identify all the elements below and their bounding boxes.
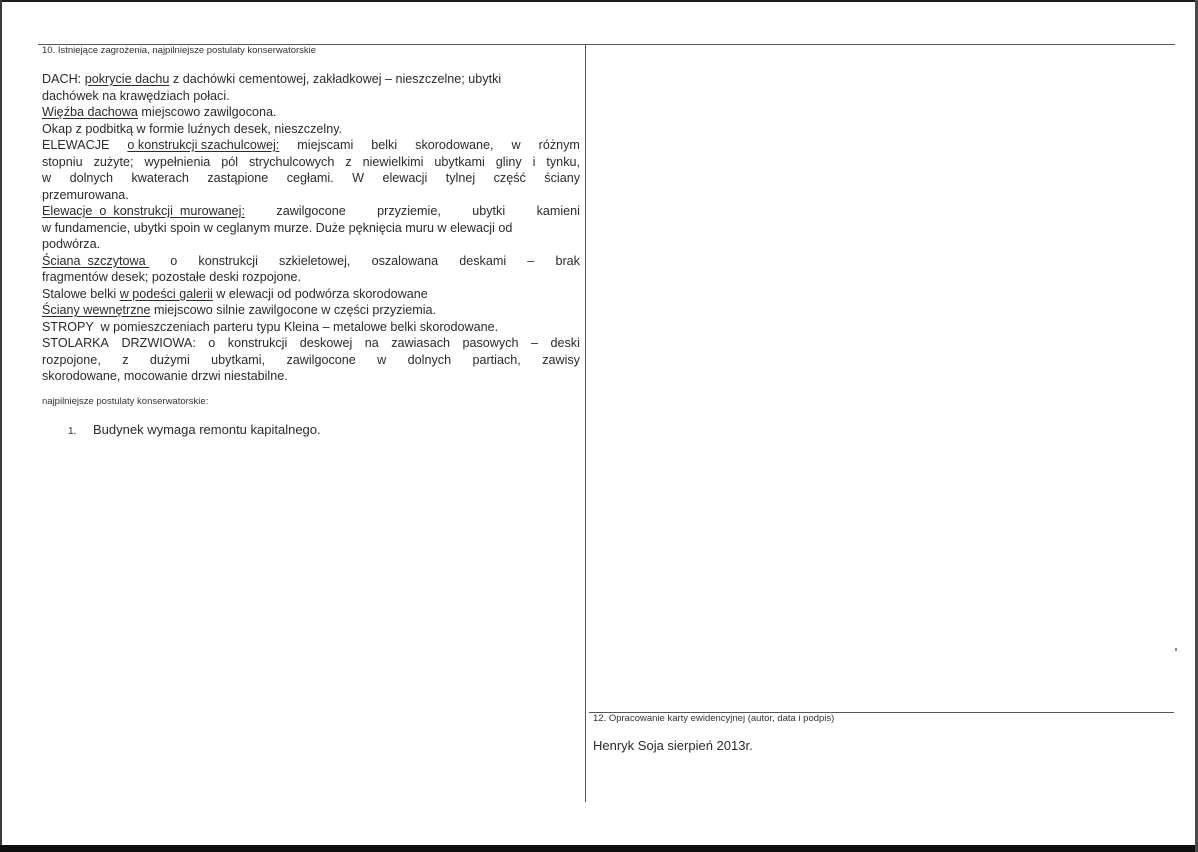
body-line [42, 286, 580, 303]
text-run: ubytki [472, 204, 506, 218]
text-run: wypełnienia [144, 154, 211, 169]
text-run: ELEWACJE [42, 138, 110, 152]
section10-body [42, 71, 580, 385]
text-run: na [364, 336, 379, 350]
body-line [42, 88, 580, 105]
postulat-number: 1. [68, 426, 77, 437]
body-line [42, 137, 580, 154]
text-run: i [532, 154, 536, 169]
text-run: pól [221, 154, 239, 169]
scan-edge-bottom [0, 845, 1198, 852]
body-line [42, 335, 580, 352]
text-run: deski [550, 336, 580, 350]
body-line [42, 170, 580, 187]
text-run: brak [555, 253, 580, 268]
author-signature-line: Henryk Soja sierpień 2013r. [593, 738, 753, 753]
text-run: W [352, 171, 364, 185]
text-run: DACH: [42, 72, 85, 86]
postulaty-label: najpilniejsze postulaty konserwatorskie: [42, 396, 209, 407]
text-run: zawisy [542, 352, 580, 367]
text-run: cegłami. [286, 171, 334, 185]
text-run: zawilgocone [276, 204, 346, 218]
text-run: przemurowana. [42, 187, 129, 202]
text-run: zastąpione [207, 171, 269, 185]
text-run: skorodowane, [415, 138, 494, 152]
text-run: stopniu [42, 154, 83, 169]
body-line [42, 203, 580, 220]
text-run: konstrukcji [198, 253, 258, 268]
text-run: o [170, 253, 178, 268]
text-run: dolnych [69, 171, 113, 185]
text-run: deskowej [299, 336, 353, 350]
text-run: różnym [538, 138, 580, 152]
body-line [42, 187, 580, 204]
body-line [42, 71, 580, 88]
underlined-phrase: Więźba dachowa [42, 105, 138, 119]
underlined-phrase: Elewacje o konstrukcji murowanej: [42, 204, 245, 218]
text-run: ubytkami, [211, 352, 266, 367]
body-line [42, 352, 580, 369]
text-run: kamieni [536, 204, 580, 218]
text-run: Stalowe belki [42, 286, 120, 301]
body-line [42, 269, 580, 286]
scan-edge-top [0, 0, 1198, 2]
text-run: Okap z podbitką w formie luźnych desek, nieszczelny. [42, 121, 343, 136]
text-run: miejscowo silnie zawilgocone w części przyziemia. [150, 303, 437, 317]
section10-title: 10. Istniejące zagrożenia, najpilniejsze postulaty konserwatorskie [42, 45, 317, 56]
text-run: konstrukcji [227, 336, 288, 350]
text-run: kwaterach [131, 171, 189, 185]
text-run: w [511, 138, 521, 152]
body-line [42, 302, 580, 319]
text-run: skorodowane, mocowanie drzwi niestabilne. [42, 369, 288, 383]
text-run: dużymi [149, 352, 190, 367]
text-run: szkieletowej, [279, 253, 351, 268]
text-run: rozpojone, [42, 352, 101, 367]
text-run: miejscami [297, 138, 354, 152]
text-run: podwórza. [42, 237, 101, 251]
text-run: strychulcowych [248, 154, 335, 169]
text-run: partiach, [472, 352, 521, 367]
text-run: – [530, 336, 538, 350]
body-line [42, 319, 580, 336]
text-run: gliny [495, 154, 522, 169]
underlined-phrase: Ściana szczytowa [42, 253, 150, 268]
body-line [42, 154, 580, 171]
underlined-phrase: Ściany wewnętrzne [42, 303, 151, 317]
text-run: w elewacji od podwórza skorodowane [212, 286, 428, 301]
text-run: dolnych [407, 352, 452, 367]
text-run: elewacji [382, 171, 428, 185]
body-line [42, 121, 580, 138]
text-run: dachówek na krawędziach połaci. [42, 88, 230, 103]
text-run: DRZWIOWA: [121, 336, 196, 350]
underlined-phrase: pokrycie dachu [84, 72, 170, 86]
text-run: część [493, 171, 526, 185]
text-run: ściany [544, 171, 580, 185]
body-line [42, 104, 580, 121]
text-run: STOLARKA [42, 336, 109, 350]
text-run: o [208, 336, 216, 350]
text-run: w [377, 352, 387, 367]
body-line [42, 220, 580, 237]
scan-speck [1175, 648, 1177, 651]
text-run: z [345, 154, 352, 169]
text-run: zawiasach [391, 336, 451, 350]
text-run: tynku, [546, 154, 580, 169]
text-run: z [122, 352, 129, 367]
text-run: ubytkami [434, 154, 485, 169]
underlined-phrase: o konstrukcji szachulcowej: [127, 138, 280, 152]
text-run: fragmentów desek; pozostałe deski rozpojone. [42, 270, 302, 284]
text-run: przyziemie, [377, 204, 441, 218]
postulat-text: Budynek wymaga remontu kapitalnego. [93, 422, 321, 437]
text-run: miejscowo zawilgocona. [137, 105, 277, 119]
postulat-item [68, 422, 321, 437]
text-run: – [527, 253, 535, 268]
text-run: zawilgocone [286, 352, 356, 367]
text-run: pasowych [462, 336, 519, 350]
text-run: zużyte; [93, 154, 134, 169]
text-run: w fundamencie, ubytki spoin w ceglanym murze. Duże pęknięcia muru w elewacji od [42, 220, 513, 235]
text-run: z dachówki cementowej, zakładkowej – nieszczelne; ubytki [169, 72, 502, 86]
body-line [42, 368, 580, 385]
body-line [42, 253, 580, 270]
text-run: STROPY w pomieszczeniach parteru typu Kleina – metalowe belki skorodowane. [42, 319, 499, 334]
text-run: niewielkimi [362, 154, 424, 169]
underlined-phrase: w podeści galerii [119, 286, 213, 301]
column-divider [585, 44, 586, 802]
text-run: oszalowana [371, 253, 439, 268]
scan-edge-left [0, 0, 2, 852]
text-run: deskami [459, 253, 507, 268]
body-line [42, 236, 580, 253]
text-run: tylnej [445, 171, 476, 185]
section12-title: 12. Opracowanie karty ewidencyjnej (autor, data i podpis) [593, 713, 835, 724]
text-run: w [42, 171, 52, 185]
text-run: belki [371, 138, 398, 152]
